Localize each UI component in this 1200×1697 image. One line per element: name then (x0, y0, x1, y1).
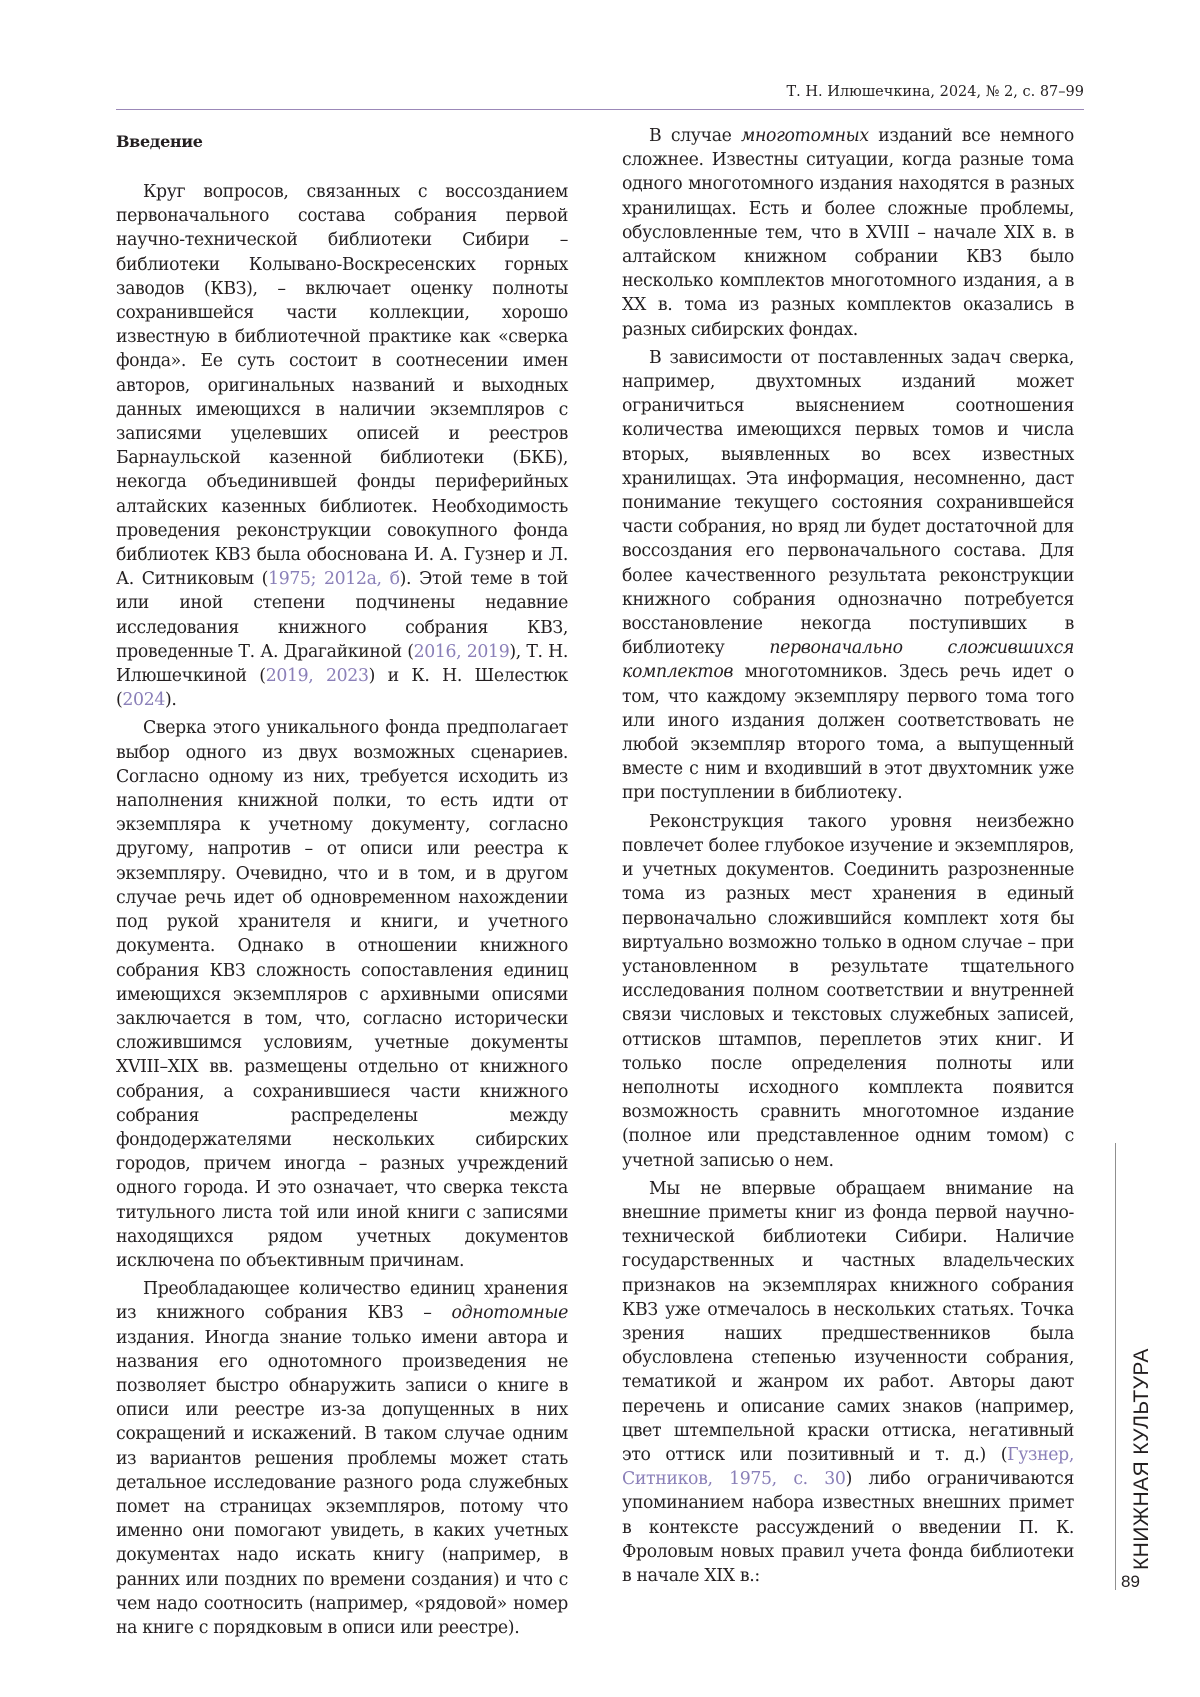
left-column (116, 124, 568, 1640)
emphasis-text: однотомные (452, 1303, 568, 1323)
running-header: Т. Н. Илюшечкина, 2024, № 2, с. 87–99 (118, 84, 1084, 100)
section-heading: Введение (116, 130, 568, 154)
text-run: изданий все немного сложнее. Известны ситуации, когда разные тома одного многотомного издания находятся в разных хранилищах. Есть и более сложные проблемы, обусловленные тем, что в XVIII – начале XIX в. в алтайском книжном собрании КВЗ было несколько комплектов многотомного издания, а в XX в. тома из разных комплектов оказались в разных сибирских фондах. (622, 126, 1074, 340)
citation-link[interactable]: 2016, 2019 (414, 642, 510, 662)
citation-link[interactable]: 2024 (122, 690, 165, 710)
paragraph (116, 1277, 568, 1640)
text-run: ). Этой теме в той или иной степени подчинены недавние исследования книжного собрания КВЗ, проведенные Т. А. Драгайкиной ( (116, 569, 568, 662)
citation-link[interactable]: 2019, 2023 (266, 666, 369, 686)
text-run: издания. Иногда знание только имени автора и названия его однотомного произведения не позволяет быстро обнаружить записи о книге в описи или реестре из-за допущенных в них сокращений и искажений. В таком случае одним из вариантов решения проблемы может стать детальное исследование разного рода служебных помет на страницах экземпляров, потому что именно они помогают увидеть, в каких учетных документах надо искать книгу (например, в ранних или поздних по времени создания) и что с чем надо соотносить (например, «рядовой» номер на книге с порядковым в описи или реестре). (116, 1328, 568, 1638)
side-rule (1115, 1143, 1116, 1590)
journal-title: КНИЖНАЯ КУЛЬТУРА (1130, 1130, 1154, 1570)
text-run: ), Т. Н. Илюшечкиной ( (116, 642, 568, 686)
text-run: ) либо ограничиваются упоминанием набора известных внешних примет в контексте рассуждений о введении П. К. Фроловым новых правил учета фонда библиотеки в начале XIX в.: (622, 1469, 1074, 1586)
paragraph (622, 124, 1074, 342)
emphasis-text: многотомных (741, 126, 869, 146)
text-run: В случае (649, 126, 741, 146)
page-number: 89 (1121, 1572, 1140, 1592)
paragraph (622, 346, 1074, 806)
text-run: Мы не впервые обращаем внимание на внешние приметы книг из фонда первой научно-технической библиотеки Сибири. Наличие государственных и частных владельческих признаков на экземплярах книжного собрания КВЗ уже отмечалось в нескольких статьях. Точка зрения наших предшественников была обусловлена степенью изученности собрания, тематикой и жанром их работ. Авторы дают перечень и описание самих знаков (например, цвет штемпельной краски оттиска, негативный это оттиск или позитивный и т. д.) ( (622, 1179, 1074, 1465)
citation-link[interactable]: 1975; 2012а, б (268, 569, 400, 589)
emphasis-text: первоначально сложившихся комплектов (622, 638, 1074, 682)
paragraph (116, 180, 568, 712)
paragraph (622, 1177, 1074, 1588)
text-run: ). (165, 690, 177, 710)
text-run: Круг вопросов, связанных с воссозданием первоначального состава собрания первой научно-технической библиотеки Сибири – библиотеки Колывано-Воскресенских горных заводов (КВЗ), – включает оценку полноты сохранившейся части коллекции, хорошо известную в библиотечной практике как «сверка фонда». Ее суть состоит в соотнесении имен авторов, оригинальных названий и выходных данных имеющихся в наличии экземпляров с записями уцелевших описей и реестров Барнаульской казенной библиотеки (БКБ), некогда объединившей фонды периферийных алтайских казенных библиотек. Необходимость проведения реконструкции совокупного фонда библиотек КВЗ была обоснована И. А. Гузнер и Л. А. Ситниковым ( (116, 182, 568, 589)
text-run: Преобладающее количество единиц хранения из книжного собрания КВЗ – (116, 1279, 568, 1323)
paragraph: Сверка этого уникального фонда предполагает выбор одного из двух возможных сценариев. Согласно одному из них, требуется исходить из наполнения книжной полки, то есть идти от экземпляра к учетному документу, согласно другому, напротив – от описи или реестра к экземпляру. Очевидно, что и в том, и в другом случае речь идет об одновременном нахождении под рукой хранителя и книги, и учетного документа. Однако в отношении книжного собрания КВЗ сложность сопоставления единиц имеющихся экземпляров с архивными описями заключается в том, что, согласно исторически сложившимся условиям, учетные документы XVIII–XIX вв. размещены отдельно от книжного собрания, а сохранившиеся части книжного собрания распределены между фондодержателями нескольких сибирских городов, причем иногда – разных учреждений одного города. И это означает, что сверка текста титульного листа той или иной книги с записями находящихся рядом учетных документов исключена по объективным причинам. (116, 716, 568, 1273)
header-rule (116, 109, 1084, 110)
text-run: многотомников. Здесь речь идет о том, что каждому экземпляру первого тома того или иного издания должен соответствовать не любой экземпляр второго тома, а выпущенный вместе с ним и входивший в этот двухтомник уже при поступлении в библиотеку. (622, 662, 1074, 803)
text-run: В зависимости от поставленных задач сверка, например, двухтомных изданий может ограничиться выяснением соотношения количества имеющихся первых томов и числа вторых, выявленных во всех известных хранилищах. Эта информация, несомненно, даст понимание текущего состояния сохранившейся части собрания, но вряд ли будет достаточной для воссоздания его первоначального состава. Для более качественного результата реконструкции книжного собрания однозначно потребуется восстановление некогда поступивших в библиотеку (622, 348, 1074, 658)
paragraph: Реконструкция такого уровня неизбежно повлечет более глубокое изучение и экземпляров, и учетных документов. Соединить разрозненные тома из разных мест хранения в единый первоначально сложившийся комплект хотя бы виртуально возможно только в одном случае – при установленном в результате тщательного исследования полном соответствии и внутренней связи числовых и текстовых служебных записей, оттисков штампов, переплетов этих книг. И только после определения полноты или неполноты исходного комплекта появится возможность сравнить многотомное издание (полное или представленное одним томом) с учетной записью о нем. (622, 810, 1074, 1173)
text-run: ) и К. Н. Шелестюк ( (116, 666, 568, 710)
citation-link[interactable]: Гузнер, Ситников, 1975, с. 30 (622, 1445, 1074, 1489)
right-column (622, 124, 1074, 1588)
